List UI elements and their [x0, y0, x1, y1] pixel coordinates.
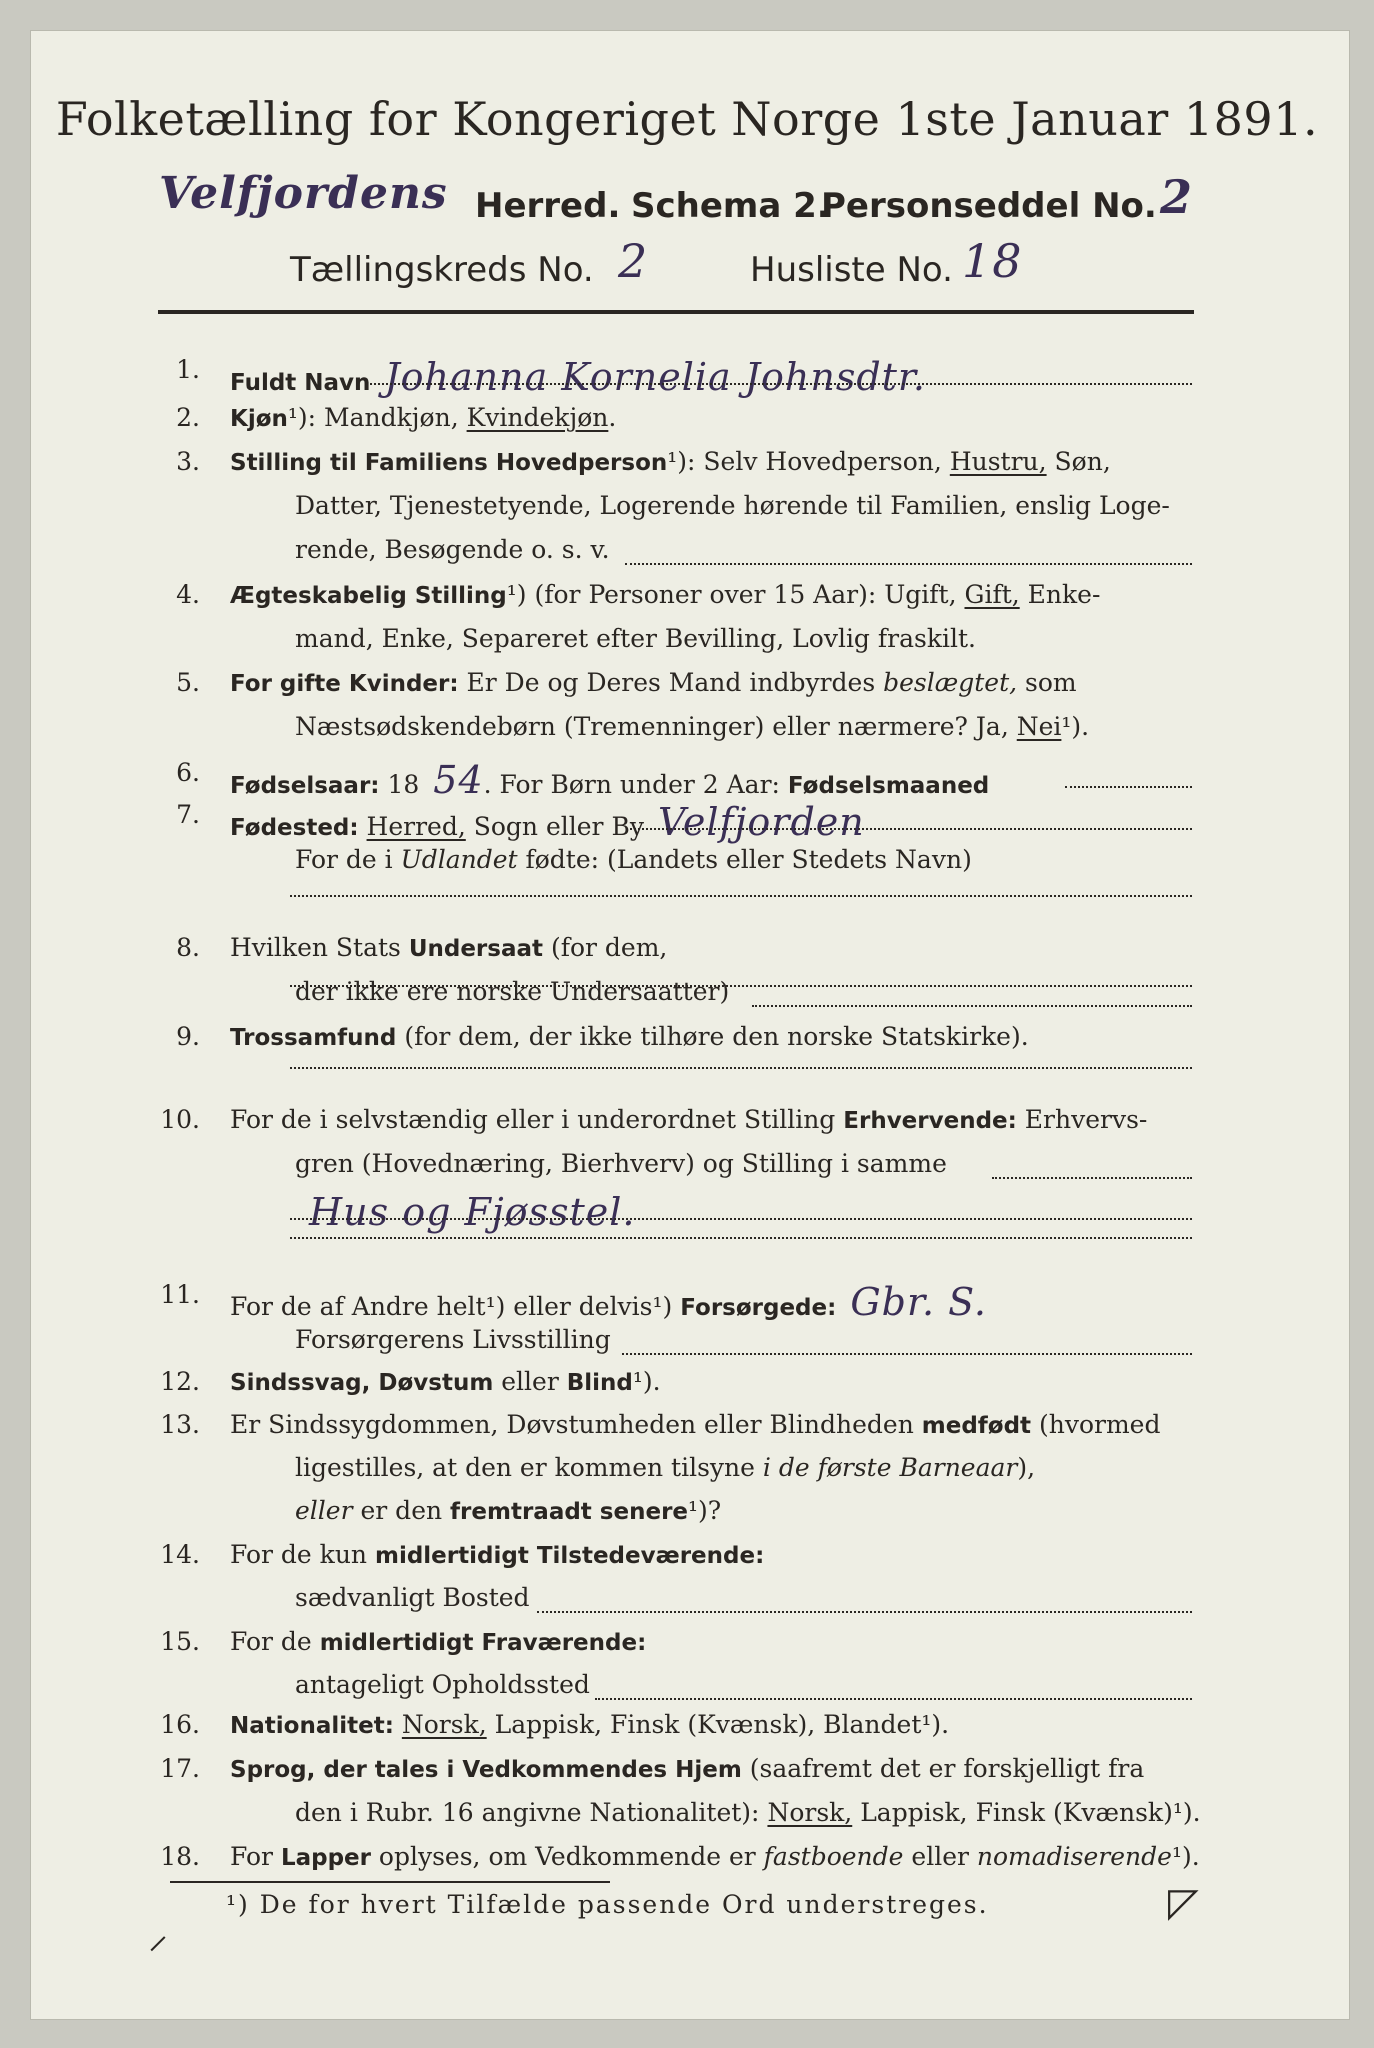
bold-label: Sprog, der tales i Vedkommendes Hjem	[230, 1757, 742, 1783]
dotted-fill-line	[595, 1698, 1192, 1700]
husliste-value: 18	[962, 234, 1023, 288]
underlined-choice: Norsk,	[767, 1798, 853, 1827]
item-number: 4.	[176, 580, 200, 609]
header-rule	[158, 310, 1194, 314]
printed-text: ¹).	[1061, 712, 1090, 741]
item-number: 14.	[160, 1540, 200, 1569]
dotted-fill-line	[1065, 786, 1192, 788]
printed-text: Lappisk, Finsk (Kvænsk)¹).	[852, 1798, 1201, 1827]
item-number: 9.	[176, 1022, 200, 1051]
kreds-label: Tællingskreds No.	[290, 250, 594, 290]
item-15-line-2	[295, 1670, 590, 1699]
handwritten-entry: Johanna Kornelia Johnsdtr.	[384, 355, 926, 399]
printed-text: eller	[493, 1367, 567, 1396]
blank-answer-line	[290, 1067, 1192, 1069]
bold-label: Lapper	[280, 1845, 371, 1871]
printed-text: ligestilles, at den er kommen tilsyne	[295, 1453, 763, 1482]
printed-text: Er Sindssygdommen, Døvstumheden eller Blindheden	[230, 1410, 922, 1439]
bold-label: Fødselsaar:	[230, 773, 380, 799]
italic-text: fastboende	[763, 1842, 904, 1871]
printed-text: antageligt Opholdssted	[295, 1670, 590, 1699]
printed-text: .	[608, 403, 617, 432]
dotted-fill-line	[630, 828, 1192, 830]
printed-text: For de i	[295, 845, 401, 874]
handwritten-entry: Gbr. S.	[850, 1280, 987, 1324]
item-3-line-3	[295, 535, 610, 564]
italic-text: Udlandet	[400, 845, 518, 874]
bold-label: fremtraadt senere	[450, 1499, 689, 1525]
item-number: 10.	[160, 1105, 200, 1134]
printed-text: Datter, Tjenestetyende, Logerende hørende til Familien, enslig Loge-	[295, 491, 1170, 520]
item-number: 11.	[160, 1280, 200, 1309]
printed-text: Næstsødskendebørn (Tremenninger) eller nærmere? Ja,	[295, 712, 1017, 741]
item-number: 12.	[160, 1367, 200, 1396]
italic-text: nomadiserende	[976, 1842, 1172, 1871]
blank-answer-line	[290, 1237, 1192, 1239]
dotted-fill-line	[992, 1177, 1192, 1179]
item-4-line-2	[295, 624, 976, 653]
printed-text: den i Rubr. 16 angivne Nationalitet):	[295, 1798, 768, 1827]
header-row-herred	[155, 168, 1215, 240]
item-7-line-2	[295, 845, 972, 874]
kreds-value: 2	[618, 234, 649, 288]
item-17-line-1	[230, 1754, 1144, 1783]
printed-text: (hvormed	[1031, 1410, 1161, 1439]
blank-answer-line	[290, 895, 1192, 897]
printed-text: sædvanligt Bosted	[295, 1583, 530, 1612]
item-10-line-1	[230, 1105, 1147, 1134]
bold-label: Stilling til Familiens Hovedperson	[230, 450, 668, 476]
printed-text: ¹) (for Personer over 15 Aar): Ugift,	[506, 580, 965, 609]
printed-text: 18	[379, 770, 420, 799]
header-row-kreds	[290, 234, 1090, 302]
printed-text	[359, 812, 367, 841]
personseddel-value: 2	[1160, 170, 1194, 224]
dotted-fill-line	[625, 563, 1192, 565]
item-8-line-1	[230, 933, 667, 962]
dotted-fill-line	[622, 1353, 1192, 1355]
printed-text: Sogn eller By	[465, 812, 644, 841]
item-number: 16.	[160, 1710, 200, 1739]
printed-text: Lappisk, Finsk (Kvænsk), Blandet¹).	[486, 1710, 950, 1739]
printed-text: fødte: (Landets eller Stedets Navn)	[517, 845, 972, 874]
underlined-choice: Herred,	[366, 812, 466, 841]
item-number: 5.	[176, 668, 200, 697]
corner-mark-right: ◸	[1168, 1880, 1199, 1926]
printed-text: . For Børn under 2 Aar:	[483, 770, 788, 799]
printed-text: For de af Andre helt¹) eller delvis¹)	[230, 1292, 681, 1321]
printed-text: ¹).	[632, 1367, 661, 1396]
item-3-line-1	[230, 447, 1111, 476]
herred-handwritten: Velfjordens	[159, 168, 448, 219]
printed-text: ¹): Selv Hovedperson,	[667, 447, 950, 476]
bold-label: Kjøn	[230, 406, 288, 432]
bold-label: medfødt	[921, 1413, 1032, 1439]
item-number: 15.	[160, 1627, 200, 1656]
bold-label: Erhvervende:	[843, 1108, 1017, 1134]
item-6-line-1	[230, 758, 989, 802]
husliste-label: Husliste No.	[750, 250, 953, 290]
item-number: 7.	[176, 800, 200, 829]
item-16-line-1	[230, 1710, 949, 1739]
underlined-choice: Hustru,	[949, 447, 1047, 476]
handwritten-entry: Hus og Fjøsstel.	[309, 1190, 636, 1234]
printed-text: Forsørgerens Livsstilling	[295, 1325, 611, 1354]
bold-label: Blind	[566, 1370, 633, 1396]
footnote: ¹) De for hvert Tilfælde passende Ord understreges.	[226, 1890, 989, 1919]
printed-text: (for dem,	[543, 933, 668, 962]
item-number: 2.	[176, 403, 200, 432]
printed-text: som	[1017, 668, 1077, 697]
italic-text: eller	[295, 1496, 353, 1525]
footnote-rule	[170, 1881, 610, 1883]
bold-label: Forsørgede:	[680, 1295, 837, 1321]
underlined-choice: Gift,	[964, 580, 1020, 609]
item-number: 1.	[176, 355, 200, 384]
item-11-line-2	[295, 1325, 611, 1354]
item-8-line-2	[295, 977, 729, 1006]
printed-text: (for dem, der ikke tilhøre den norske Statskirke).	[396, 1022, 1029, 1051]
bold-label: For gifte Kvinder:	[230, 671, 459, 697]
printed-text: Erhvervs-	[1016, 1105, 1148, 1134]
item-13-line-1	[230, 1410, 1160, 1439]
printed-text: (saafremt det er forskjelligt fra	[741, 1754, 1145, 1783]
bold-label: midlertidigt Fraværende:	[319, 1630, 647, 1656]
printed-text: Enke-	[1019, 580, 1101, 609]
item-10-line-2	[295, 1149, 947, 1178]
item-number: 6.	[176, 758, 200, 787]
printed-text: For	[230, 1842, 281, 1871]
bold-label: Sindssvag, Døvstum	[230, 1370, 494, 1396]
bold-label: Undersaat	[408, 936, 543, 962]
printed-text	[394, 1710, 402, 1739]
personseddel-label: Personseddel No.	[821, 186, 1157, 226]
printed-text: mand, Enke, Separeret efter Bevilling, Lovlig fraskilt.	[295, 624, 976, 653]
italic-text: beslægtet,	[883, 668, 1018, 697]
bold-label: Fødselsmaaned	[787, 773, 990, 799]
herred-label: Herred.	[475, 186, 621, 226]
item-15-line-1	[230, 1627, 646, 1656]
blank-answer-line	[290, 985, 1192, 987]
bold-label: Fødested:	[230, 815, 359, 841]
item-4-line-1	[230, 580, 1100, 609]
bold-label: Fuldt Navn	[230, 370, 371, 396]
item-10-line-3	[295, 1190, 636, 1234]
printed-text: For de kun	[230, 1540, 375, 1569]
underlined-choice: Norsk,	[401, 1710, 487, 1739]
printed-text: ¹)?	[688, 1496, 722, 1525]
handwritten-entry: 54	[433, 758, 484, 802]
form-title: Folketælling for Kongeriget Norge 1ste Januar 1891.	[55, 92, 1319, 146]
bold-label: Trossamfund	[230, 1025, 397, 1051]
printed-text: der ikke ere norske Undersaatter)	[295, 977, 730, 1006]
schema-label: Schema 2.	[631, 186, 830, 226]
printed-text: eller	[903, 1842, 977, 1871]
item-2-line-1	[230, 403, 616, 432]
printed-text: oplyses, om Vedkommende er	[370, 1842, 764, 1871]
printed-text: ¹).	[1171, 1842, 1200, 1871]
item-14-line-2	[295, 1583, 530, 1612]
item-7-line-1	[230, 800, 865, 844]
item-11-line-1	[230, 1280, 987, 1324]
item-17-line-2	[295, 1798, 1201, 1827]
bold-label: Ægteskabelig Stilling	[230, 583, 507, 609]
item-number: 13.	[160, 1410, 200, 1439]
dotted-fill-line	[370, 383, 1192, 385]
dotted-fill-line	[290, 1218, 1192, 1220]
printed-text: er den	[352, 1496, 451, 1525]
item-number: 8.	[176, 933, 200, 962]
item-14-line-1	[230, 1540, 764, 1569]
printed-text: Hvilken Stats	[230, 933, 409, 962]
corner-mark-left: ⸝	[148, 1912, 168, 1958]
underlined-choice: Nei	[1016, 712, 1062, 741]
printed-text: For de	[230, 1627, 320, 1656]
printed-text: ),	[1017, 1453, 1036, 1482]
item-9-line-1	[230, 1022, 1029, 1051]
italic-text: i de første Barneaar	[762, 1453, 1018, 1482]
item-12-line-1	[230, 1367, 661, 1396]
item-5-line-2	[295, 712, 1089, 741]
printed-text: gren (Hovednæring, Bierhverv) og Stilling i samme	[295, 1149, 947, 1178]
underlined-choice: Kvindekjøn	[466, 403, 609, 432]
bold-label: Nationalitet:	[230, 1713, 394, 1739]
handwritten-entry: Velfjorden	[657, 800, 865, 844]
printed-text: For de i selvstændig eller i underordnet Stilling	[230, 1105, 844, 1134]
item-3-line-2	[295, 491, 1170, 520]
item-13-line-2	[295, 1453, 1035, 1482]
item-5-line-1	[230, 668, 1077, 697]
printed-text: Søn,	[1046, 447, 1111, 476]
printed-text: ¹): Mandkjøn,	[287, 403, 467, 432]
dotted-fill-line	[537, 1611, 1192, 1613]
printed-text: rende, Besøgende o. s. v.	[295, 535, 610, 564]
item-number: 18.	[160, 1842, 200, 1871]
item-13-line-3	[295, 1496, 721, 1525]
bold-label: midlertidigt Tilstedeværende:	[374, 1543, 765, 1569]
item-18-line-1	[230, 1842, 1200, 1871]
item-number: 17.	[160, 1754, 200, 1783]
item-number: 3.	[176, 447, 200, 476]
printed-text: Er De og Deres Mand indbyrdes	[458, 668, 884, 697]
dotted-fill-line	[752, 1005, 1192, 1007]
item-1-line-1	[230, 355, 926, 399]
